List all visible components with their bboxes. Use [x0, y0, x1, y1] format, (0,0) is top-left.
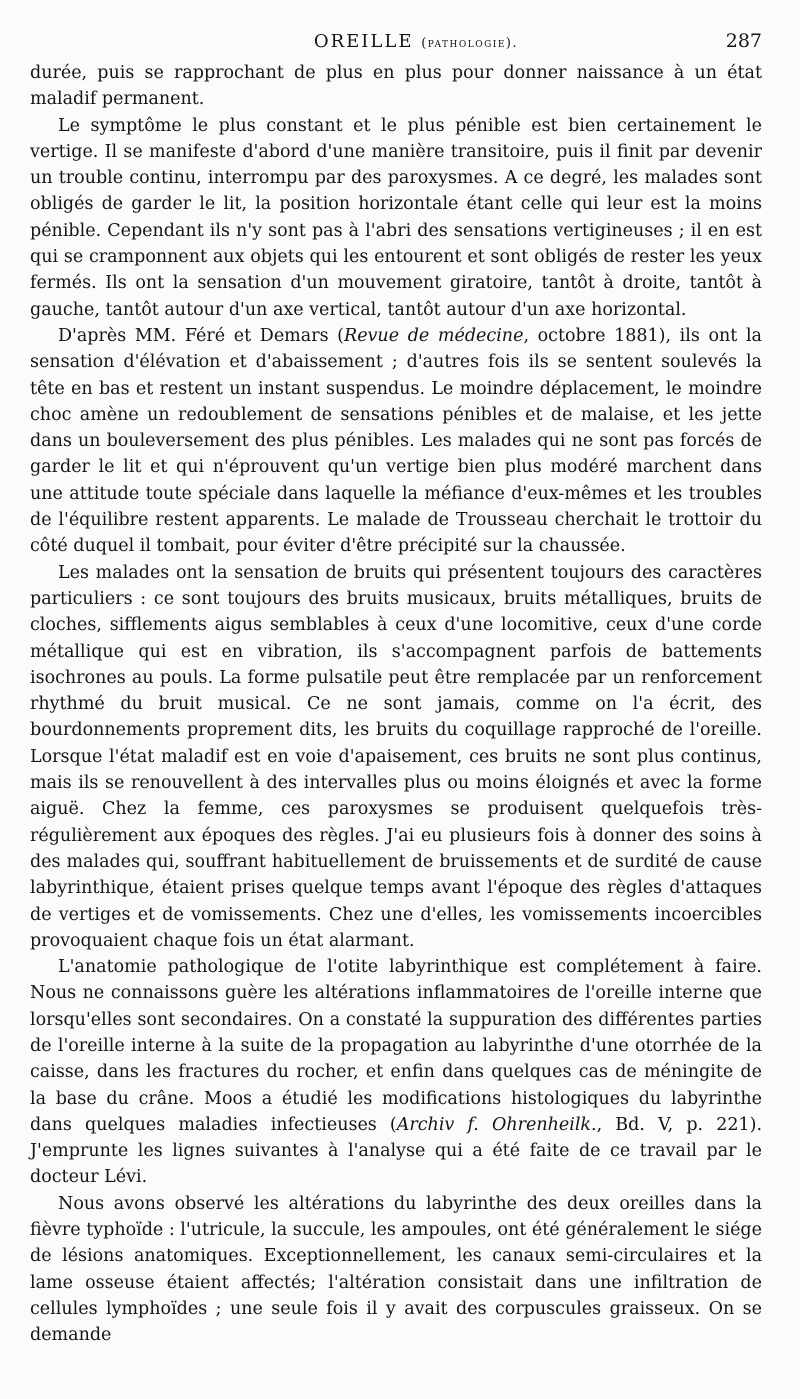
- text-run: , octobre 1881), ils ont la sensation d'élévation et d'abaissement ; d'autres fois ils se sentent soulevés la tête en bas et restent un instant suspendus. Le moindre déplacement, le moindre choc amène un redoublement de sensations pénibles et de malaise, et les jette dans un bouleversement des plus pénibles. Les malades qui ne sont pas forcés de garder le lit et qui n'éprouvent qu'un vertige bien plus modéré marchent dans une attitude toute spéciale dans laquelle la méfiance d'eux-mêmes et les troubles de l'équilibre restent apparents. Le malade de Trousseau cherchait le trottoir du côté duquel il tombait, pour éviter d'être précipité sur la chaussée.: [30, 325, 762, 557]
- text-run: , Bd. V, p. 221). J'emprunte les lignes suivantes à l'analyse qui a été faite de ce travail par le docteur Lévi.: [30, 1114, 763, 1188]
- running-title: [90, 31, 702, 52]
- paragraph-3: [30, 560, 762, 954]
- running-head: [30, 30, 762, 56]
- text-run: Nous avons observé les altérations du labyrinthe des deux oreilles dans la fièvre typhoïde : l'utricule, la succule, les ampoules, ont été généralement le siége de lésions anatomiques. Exceptionnellement, les canaux semi-circulaires et la lame osseuse étaient affectés; l'altération consistait dans une infiltration de cellules lymphoïdes ; une seule fois il y avait des corpuscules graisseux. On se demande: [30, 1193, 762, 1346]
- text-run: Le symptôme le plus constant et le plus pénible est bien certainement le vertige. Il se manifeste d'abord d'une manière transitoire, puis il finit par devenir un trouble continu, interrompu par des paroxysmes. A ce degré, les malades sont obligés de garder le lit, la position horizontale étant celle qui leur est la moins pénible. Cependant ils n'y sont pas à l'abri des sensations vertigineuses ; il en est qui se cramponnent aux objets qui les entourent et sont obligés de rester les yeux fermés. Ils ont la sensation d'un mouvement giratoire, tantôt à droite, tantôt à gauche, tantôt autour d'un axe vertical, tantôt autour d'un axe horizontal.: [30, 115, 762, 320]
- header-title: OREILLE: [313, 31, 414, 52]
- paragraph-5: [30, 1191, 762, 1349]
- text-run: D'après MM. Féré et Demars (: [58, 325, 345, 346]
- paragraph-4: [30, 954, 762, 1191]
- italic-citation: Archiv f. Ohrenheilk.: [396, 1114, 597, 1135]
- header-subtitle: (pathologie).: [421, 36, 519, 51]
- text-run: durée, puis se rapprochant de plus en plus pour donner naissance à un état maladif permanent.: [30, 63, 762, 110]
- text-run: L'anatomie pathologique de l'otite labyrinthique est complétement à faire. Nous ne connaissons guère les altérations inflammatoires de l'oreille interne que lorsqu'elles sont secondaires. On a constaté la suppuration des différentes parties de l'oreille interne à la suite de la propagation au labyrinthe d'une otorrhée de la caisse, dans les fractures du rocher, et enfin dans quelques cas de méningite de la base du crâne. Moos a étudié les modifications histologiques du labyrinthe dans quelques maladies infectieuses (: [30, 957, 762, 1135]
- paragraph-1: [30, 113, 762, 323]
- body-text: [30, 60, 762, 1349]
- text-run: Les malades ont la sensation de bruits qui présentent toujours des caractères particuliers : ce sont toujours des bruits musicaux, bruits métalliques, bruits de cloches, sifflements aigus semblables à ceux d'une locomitive, ceux d'une corde métallique qui est en vibration, ils s'accompagnent parfois de battements isochrones au pouls. La forme pulsatile peut être remplacée par un renforcement rhythmé du bruit musical. Ce ne sont jamais, comme on l'a écrit, des bourdonnements proprement dits, les bruits du coquillage rapproché de l'oreille. Lorsque l'état maladif est en voie d'apaisement, ces bruits ne sont plus continus, mais ils se renouvellent à des intervalles plus ou moins éloignés et avec la forme aiguë. Chez la femme, ces paroxysmes se produisent quelquefois très-régulièrement aux époques des règles. J'ai eu plusieurs fois à donner des soins à des malades qui, souffrant habituellement de bruissements et de surdité de cause labyrinthique, étaient prises quelque temps avant l'époque des règles d'attaques de vertiges et de vomissements. Chez une d'elles, les vomissements incoercibles provoquaient chaque fois un état alarmant.: [30, 562, 762, 951]
- italic-citation: Revue de médecine: [344, 325, 524, 346]
- page-number: 287: [725, 30, 762, 52]
- paragraph-2: [30, 323, 762, 560]
- paragraph-0: [30, 60, 762, 113]
